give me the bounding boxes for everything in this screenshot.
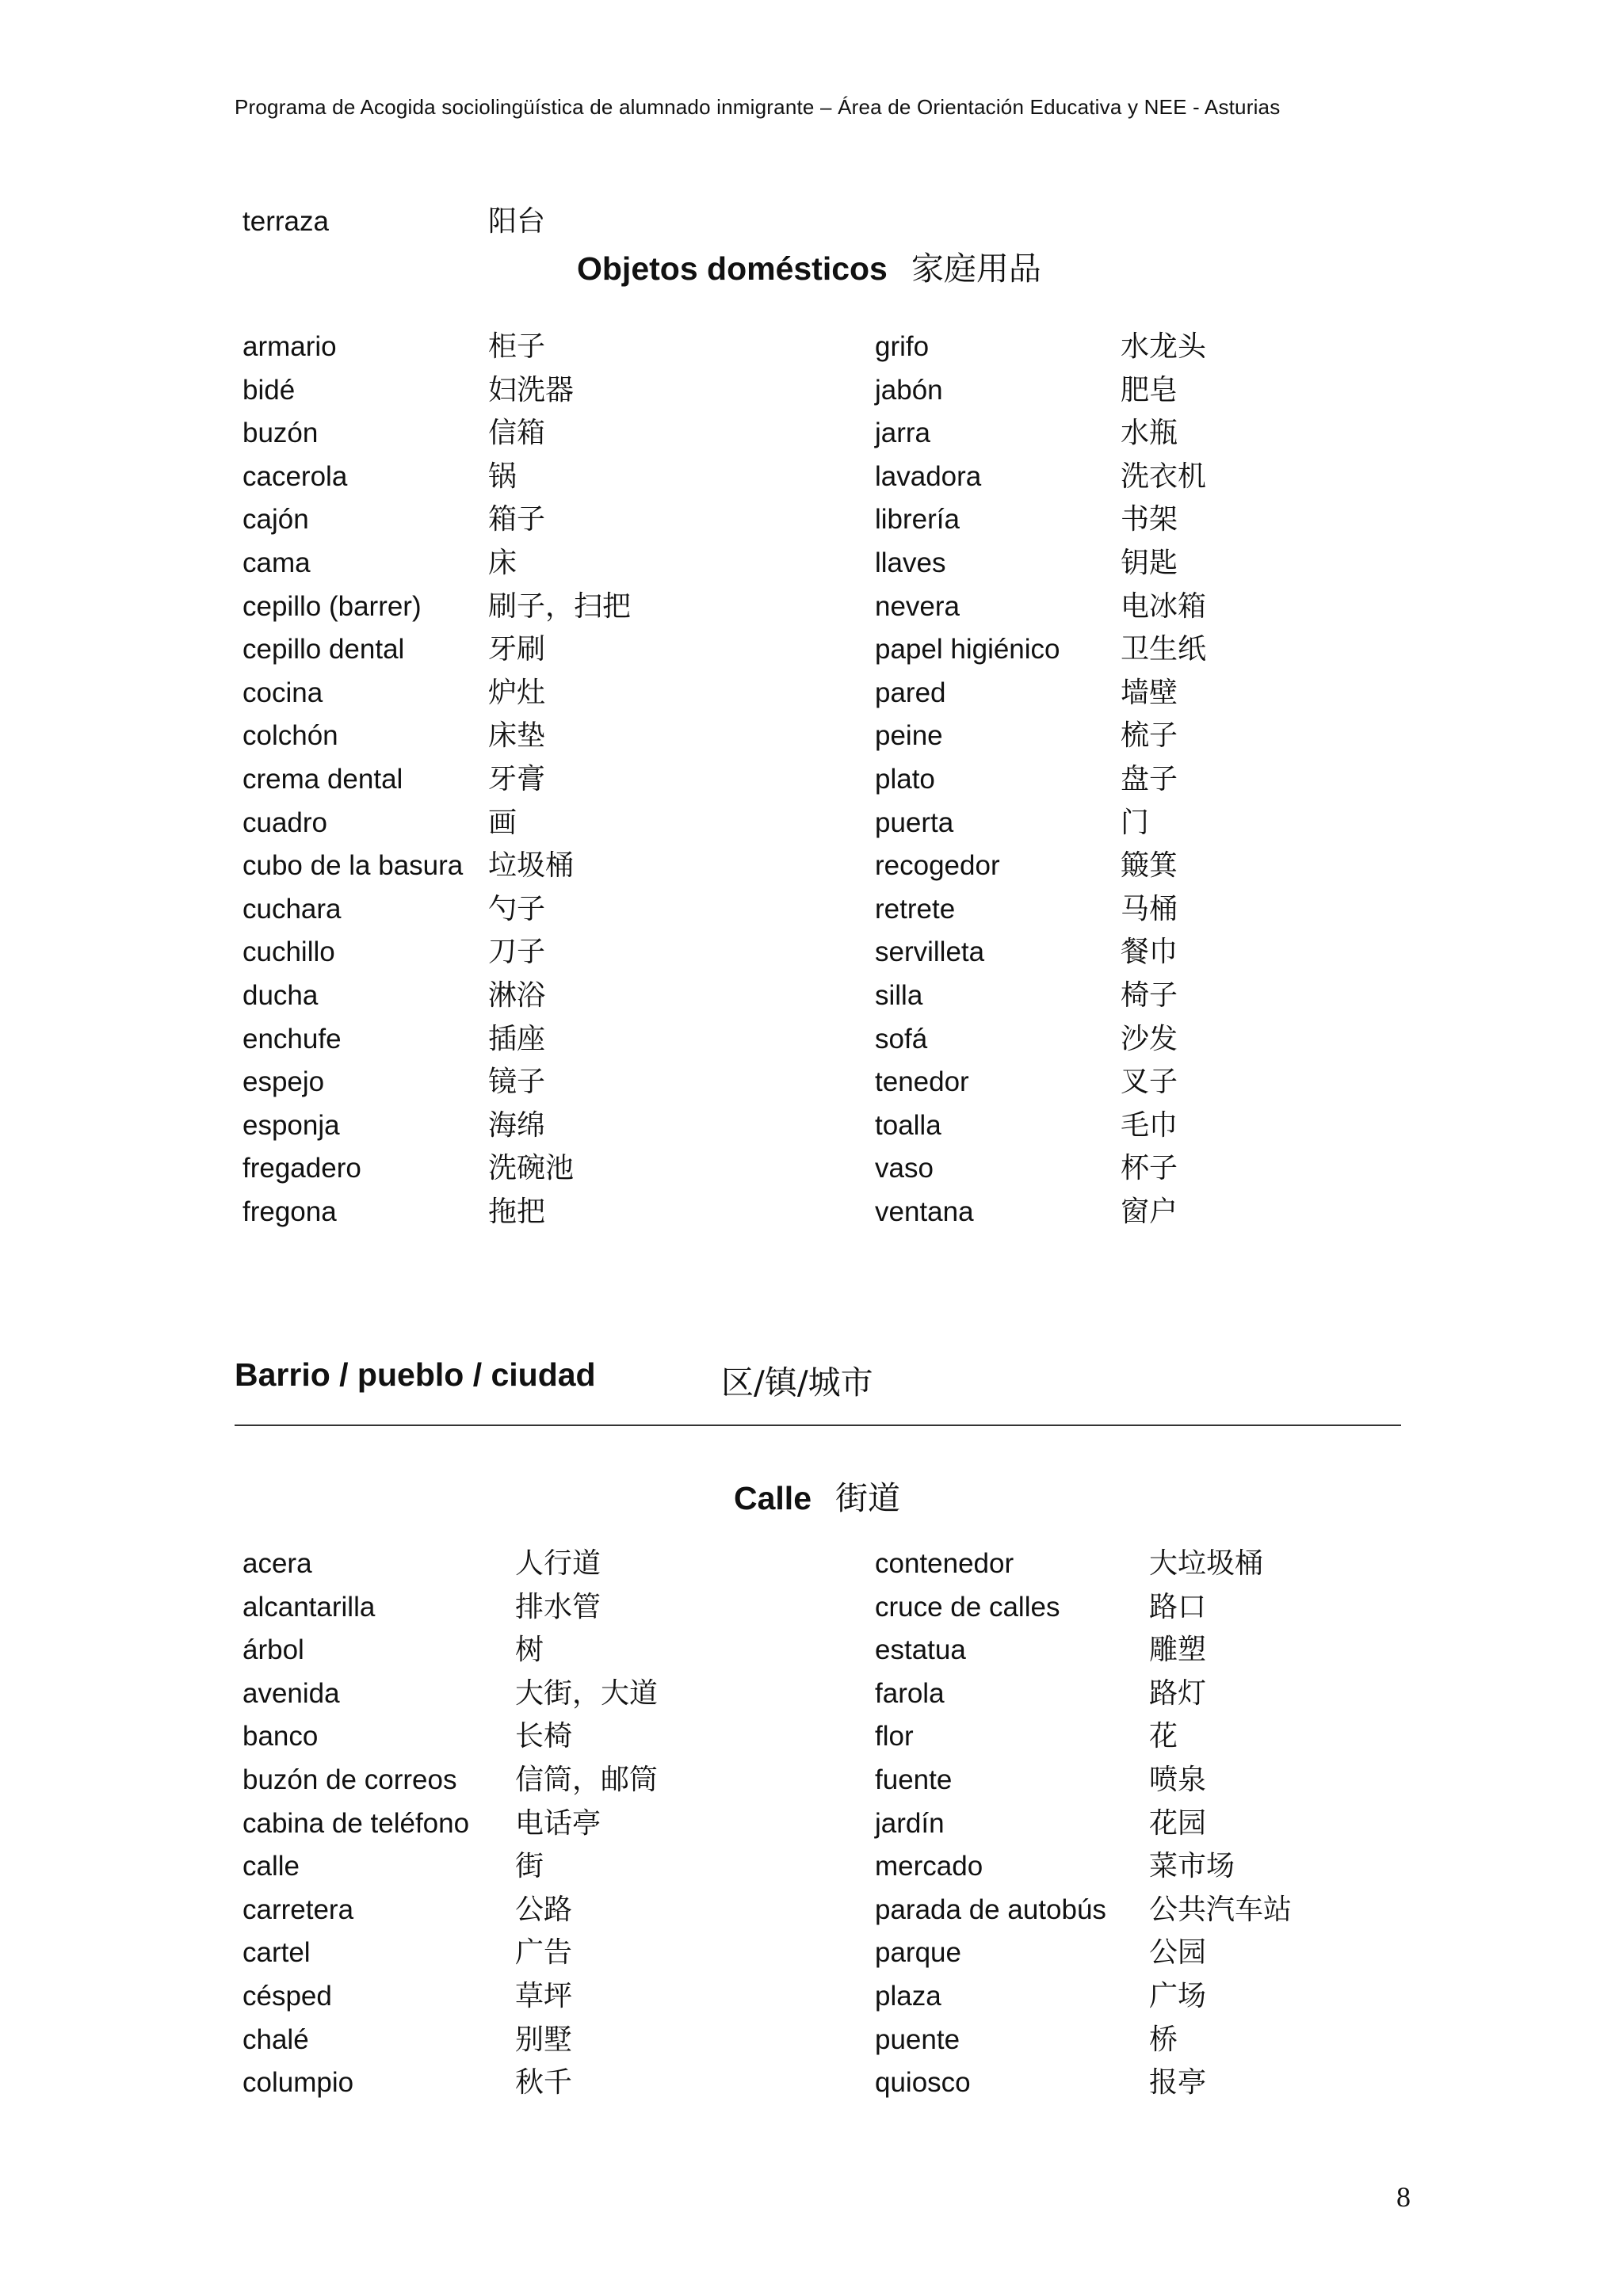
section-divider (235, 1425, 1401, 1426)
vocab-entry-zh: 公路 (515, 1893, 573, 1926)
vocab-entry-es: ducha (242, 980, 319, 1011)
vocab-entry-es: estatua (875, 1634, 966, 1666)
vocab-entry-zh: 窗户 (1121, 1196, 1178, 1228)
vocab-entry-es: cama (242, 547, 311, 578)
vocab-entry-es: jarra (875, 418, 931, 449)
vocab-entry-es: cajón (242, 504, 309, 536)
vocab-entry-es: cuchillo (242, 936, 335, 968)
vocab-entry-zh: 刷子，扫把 (488, 589, 632, 623)
vocab-entry-zh: 勺子 (488, 892, 546, 925)
vocab-entry-es: silla (875, 980, 923, 1011)
vocab-entry-zh: 洗衣机 (1121, 460, 1207, 493)
vocab-entry-zh: 洗碗池 (488, 1152, 575, 1185)
vocab-entry-zh: 公共汽车站 (1149, 1893, 1293, 1926)
vocab-entry-zh: 淋浴 (488, 979, 546, 1012)
vocab-entry-es: banco (242, 1721, 319, 1753)
vocab-entry-es: flor (875, 1721, 914, 1753)
vocab-entry-es: servilleta (875, 936, 985, 968)
vocab-entry-zh: 喷泉 (1149, 1764, 1207, 1796)
vocab-entry-es: buzón de correos (242, 1764, 457, 1795)
vocab-entry-zh: 大垃圾桶 (1149, 1547, 1264, 1580)
vocab-entry-zh: 信筒，邮筒 (515, 1764, 659, 1796)
vocab-entry-zh: 画 (488, 806, 517, 839)
vocab-entry-zh: 毛巾 (1121, 1108, 1178, 1142)
vocab-entry-zh: 墙壁 (1121, 676, 1178, 709)
vocab-entry-es: ventana (875, 1196, 974, 1227)
vocab-entry-zh: 梳子 (1121, 719, 1178, 753)
vocab-entry-zh: 箱子 (488, 503, 546, 536)
page-number: 8 (1396, 2181, 1411, 2213)
vocab-entry-es: tenedor (875, 1066, 969, 1098)
vocab-entry-es: parque (875, 1937, 961, 1969)
vocab-entry-zh: 草坪 (515, 1980, 573, 2012)
vocab-entry-zh: 卫生纸 (1121, 633, 1207, 666)
vocab-entry-es: cuchara (242, 893, 342, 925)
vocab-entry-zh: 肥皂 (1121, 373, 1178, 406)
vocab-entry-es: librería (875, 504, 960, 536)
vocab-entry-es: árbol (242, 1634, 304, 1666)
vocab-entry-zh: 锅 (488, 460, 517, 493)
vocab-entry-es: quiosco (875, 2067, 971, 2099)
vocab-entry-es: crema dental (242, 764, 403, 795)
vocab-entry-es: llaves (875, 547, 946, 578)
vocab-entry-zh: 拖把 (488, 1196, 546, 1228)
vocab-entry-zh: 花 (1149, 1720, 1178, 1753)
vocab-entry-es: mercado (875, 1851, 983, 1882)
vocab-entry-es: chalé (242, 2023, 309, 2055)
vocab-entry-es: retrete (875, 893, 956, 925)
vocab-entry-es: cacerola (242, 460, 348, 492)
vocab-entry-es: nevera (875, 590, 960, 622)
vocab-entry-zh: 杯子 (1121, 1152, 1178, 1185)
vocab-entry-es: calle (242, 1851, 300, 1882)
vocab-entry-zh: 镜子 (488, 1066, 546, 1099)
vocab-entry-zh: 牙膏 (488, 763, 546, 795)
vocab-entry-zh: 簸箕 (1121, 849, 1178, 883)
vocab-entry-zh: 钥匙 (1121, 547, 1178, 579)
vocab-entry-zh: 床 (488, 547, 517, 579)
vocab-entry-es: cabina de teléfono (242, 1807, 470, 1839)
section-title-es: Objetos domésticos (577, 250, 888, 287)
vocab-entry-zh: 书架 (1121, 503, 1178, 536)
vocab-entry-es: peine (875, 720, 943, 752)
vocab-entry-es: esponja (242, 1109, 340, 1141)
vocab-entry-es: bidé (242, 374, 296, 406)
vocab-entry-zh: 水瓶 (1121, 417, 1178, 450)
vocab-entry-zh: 雕塑 (1149, 1634, 1207, 1667)
vocab-entry-es: fregona (242, 1196, 337, 1227)
vocab-entry-zh: 插座 (488, 1022, 546, 1055)
vocab-entry-es: vaso (875, 1153, 934, 1184)
vocab-entry-zh: 牙刷 (488, 633, 546, 666)
vocab-entry-zh: 电话亭 (515, 1806, 601, 1840)
vocab-entry-zh: 桥 (1149, 2023, 1178, 2056)
section-title-barrio-zh: 区/镇/城市 (721, 1363, 873, 1402)
vocab-entry-es: cuadro (242, 807, 328, 838)
vocab-entry-es: cepillo (barrer) (242, 590, 422, 622)
vocab-entry-es: colchón (242, 720, 338, 752)
section-title-calle (734, 1472, 900, 1519)
vocab-entry-es: espejo (242, 1066, 325, 1098)
vocab-entry-zh: 报亭 (1149, 2066, 1207, 2100)
vocab-entry-es: papel higiénico (875, 634, 1060, 666)
vocab-entry-zh: 大街，大道 (515, 1676, 659, 1710)
vocab-entry-zh: 餐巾 (1121, 936, 1178, 969)
vocab-entry-zh: 路灯 (1149, 1676, 1207, 1710)
page-header: Programa de Acogida sociolingüística de alumnado inmigrante – Área de Orientación Educativa y NEE - Asturias (235, 95, 1281, 119)
vocab-entry-es: enchufe (242, 1023, 342, 1055)
vocab-entry-es: parada de autobús (875, 1894, 1106, 1925)
vocab-entry-zh: 路口 (1149, 1590, 1207, 1623)
vocab-entry-es: césped (242, 1981, 332, 2012)
vocab-entry-es: cocina (242, 677, 323, 708)
vocab-entry-zh: 盘子 (1121, 763, 1178, 795)
vocab-entry-zh: 柜子 (488, 330, 546, 363)
vocab-entry-zh: 阳台 (488, 205, 546, 238)
vocab-entry-es: cruce de calles (875, 1591, 1060, 1623)
vocab-entry-es: alcantarilla (242, 1591, 376, 1623)
vocab-entry-es: toalla (875, 1109, 941, 1141)
vocab-entry-zh: 门 (1121, 806, 1150, 839)
vocab-entry-zh: 长椅 (515, 1720, 573, 1753)
vocab-entry-es: plaza (875, 1981, 941, 2012)
vocab-entry-zh: 信箱 (488, 417, 546, 450)
vocab-entry-zh: 广告 (515, 1936, 573, 1970)
vocab-entry-zh: 电冰箱 (1121, 589, 1207, 623)
vocab-entry-zh: 水龙头 (1121, 330, 1207, 363)
vocab-entry-zh: 椅子 (1121, 979, 1178, 1012)
vocab-entry-es: cepillo dental (242, 634, 405, 666)
vocab-entry-es: avenida (242, 1677, 340, 1709)
vocab-entry-zh: 叉子 (1121, 1066, 1178, 1099)
vocab-entry-es: buzón (242, 418, 319, 449)
vocab-entry-zh: 树 (515, 1634, 544, 1667)
vocab-entry-zh: 街 (515, 1850, 544, 1883)
vocab-entry-zh: 人行道 (515, 1547, 601, 1580)
vocab-entry-zh: 海绵 (488, 1108, 546, 1142)
vocab-entry-zh: 公园 (1149, 1936, 1207, 1970)
section-title-es: Calle (734, 1480, 812, 1516)
vocab-entry-zh: 马桶 (1121, 892, 1178, 925)
vocab-entry-es: armario (242, 331, 337, 362)
section-title-zh: 街道 (835, 1479, 900, 1517)
vocab-entry-es: farola (875, 1677, 945, 1709)
vocab-entry-es: cubo de la basura (242, 850, 464, 882)
vocab-entry-es: plato (875, 764, 935, 795)
vocab-entry-es: lavadora (875, 460, 982, 492)
vocab-entry-es: sofá (875, 1023, 928, 1055)
vocab-entry-es: puerta (875, 807, 954, 838)
vocab-entry-es: pared (875, 677, 946, 708)
vocab-entry-es: jardín (875, 1807, 945, 1839)
vocab-entry-es: columpio (242, 2067, 354, 2099)
vocab-entry-es: grifo (875, 331, 930, 362)
vocab-entry-es: jabón (875, 374, 943, 406)
vocab-entry-zh: 炉灶 (488, 676, 546, 709)
vocab-entry-zh: 广场 (1149, 1980, 1207, 2012)
vocab-entry-zh: 床垫 (488, 719, 546, 753)
vocab-entry-es: puente (875, 2023, 960, 2055)
vocab-entry-es: recogedor (875, 850, 1000, 882)
vocab-entry-es: fregadero (242, 1153, 361, 1184)
vocab-entry-zh: 刀子 (488, 936, 546, 969)
section-title-objetos (577, 242, 1041, 289)
vocab-entry-zh: 妇洗器 (488, 373, 575, 406)
vocab-entry-es: acera (242, 1548, 312, 1579)
vocab-entry-zh: 沙发 (1121, 1022, 1178, 1055)
vocab-entry-zh: 排水管 (515, 1590, 601, 1623)
section-title-barrio-es: Barrio / pueblo / ciudad (235, 1356, 596, 1393)
vocab-entry-zh: 秋千 (515, 2066, 573, 2100)
vocab-entry-es: fuente (875, 1764, 953, 1795)
section-title-zh: 家庭用品 (911, 250, 1041, 288)
vocab-entry-zh: 垃圾桶 (488, 849, 575, 883)
vocab-entry-es: contenedor (875, 1548, 1014, 1579)
vocab-entry-zh: 别墅 (515, 2023, 573, 2056)
vocab-entry-es: carretera (242, 1894, 354, 1925)
vocab-entry-es: cartel (242, 1937, 311, 1969)
vocab-entry-zh: 菜市场 (1149, 1850, 1235, 1883)
vocab-entry-zh: 花园 (1149, 1806, 1207, 1840)
vocab-entry-es: terraza (242, 206, 329, 237)
